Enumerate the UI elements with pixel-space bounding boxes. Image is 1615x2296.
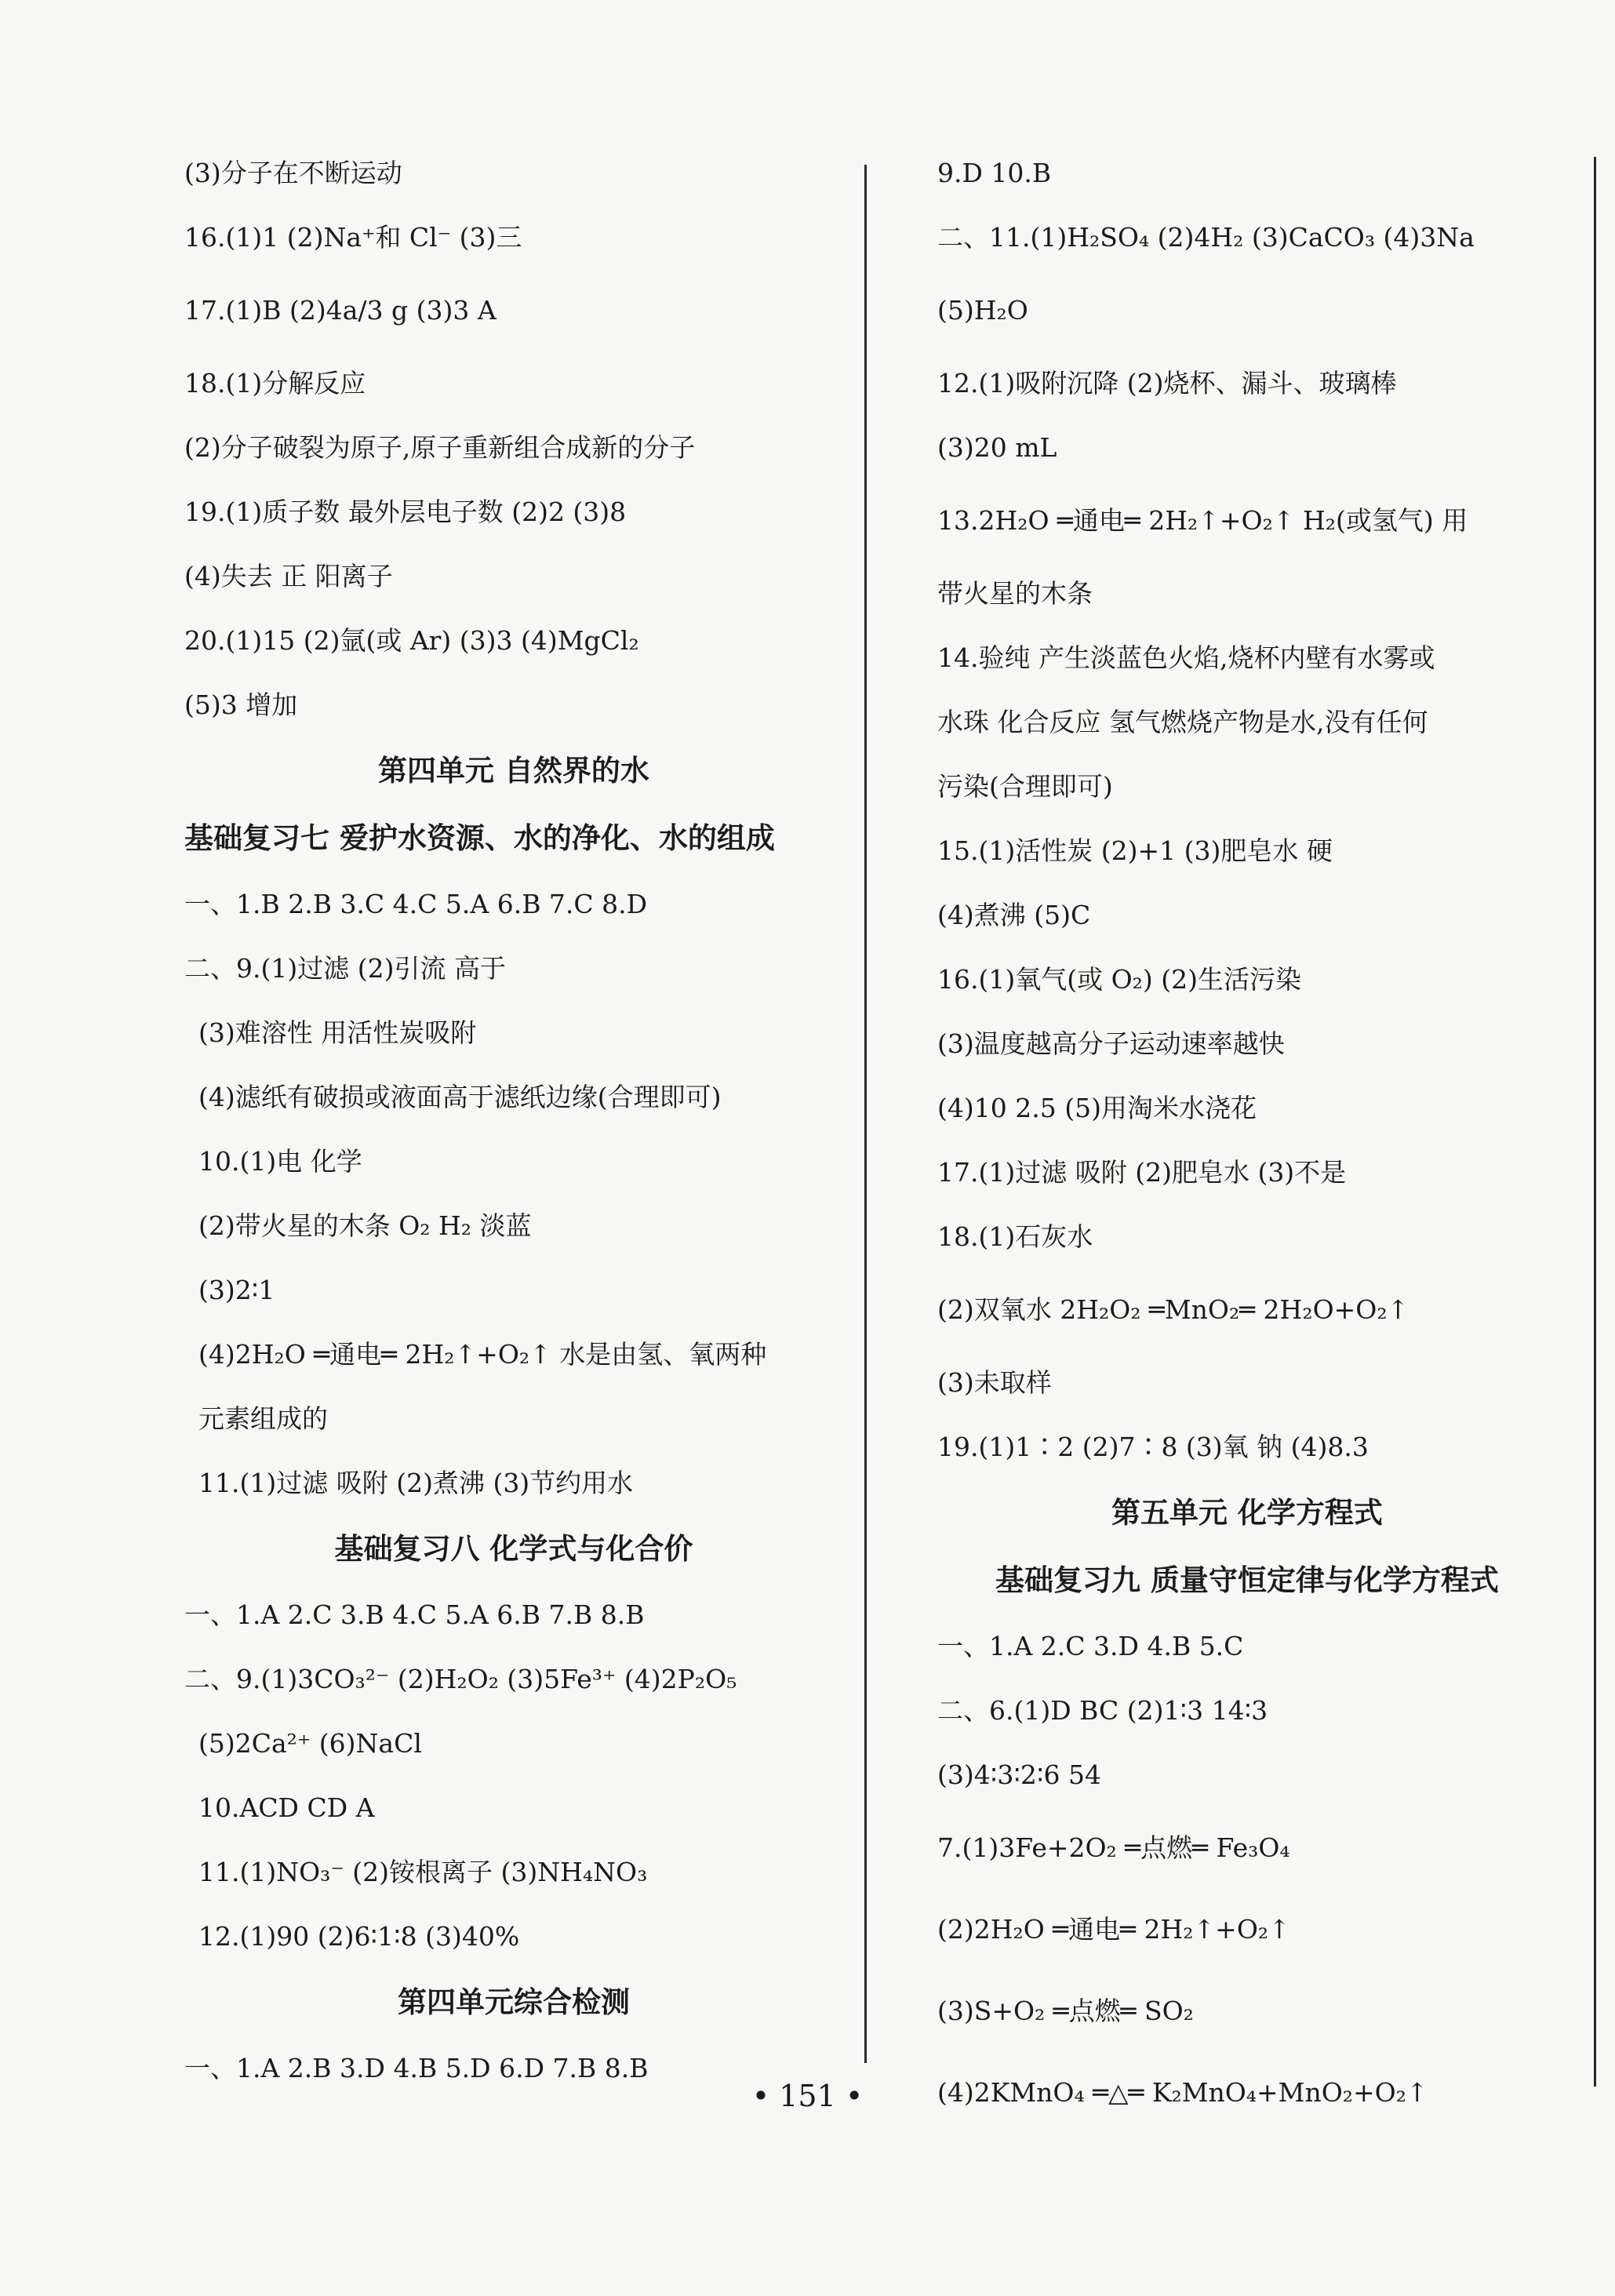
answer-line: (3)S+O₂ ═点燃═ SO₂ [937, 1996, 1194, 2026]
answer-line: 15.(1)活性炭 (2)+1 (3)肥皂水 硬 [937, 835, 1333, 866]
answer-line: (3)未取样 [937, 1367, 1052, 1398]
answer-line: 18.(1)分解反应 [184, 368, 366, 398]
column-divider-middle [864, 165, 867, 2063]
answer-line: 18.(1)石灰水 [937, 1221, 1093, 1252]
page-number: • 151 • [751, 2079, 864, 2113]
answer-line: 11.(1)过滤 吸附 (2)煮沸 (3)节约用水 [198, 1468, 634, 1498]
answer-line: 17.(1)过滤 吸附 (2)肥皂水 (3)不是 [937, 1157, 1347, 1188]
answer-line: 水珠 化合反应 氢气燃烧产物是水,没有任何 [937, 707, 1428, 737]
answer-line: (3)20 mL [937, 432, 1057, 463]
answer-line: (4)2H₂O ═通电═ 2H₂↑+O₂↑ 水是由氢、氧两种 [198, 1339, 767, 1370]
answer-line: (2)带火星的木条 O₂ H₂ 淡蓝 [198, 1210, 532, 1241]
answer-line: (5)H₂O [937, 295, 1028, 326]
answer-line: (4)滤纸有破损或液面高于滤纸边缘(合理即可) [198, 1082, 722, 1112]
answer-line: 10.(1)电 化学 [198, 1146, 362, 1177]
answer-line: 12.(1)90 (2)6∶1∶8 (3)40% [198, 1921, 520, 1952]
answer-line: 带火星的木条 [937, 578, 1093, 609]
answer-line: 二、6.(1)D BC (2)1∶3 14∶3 [937, 1695, 1268, 1726]
answer-line: 13.2H₂O ═通电═ 2H₂↑+O₂↑ H₂(或氢气) 用 [937, 505, 1468, 536]
answer-line: 19.(1)质子数 最外层电子数 (2)2 (3)8 [184, 497, 627, 527]
answer-line: 14.验纯 产生淡蓝色火焰,烧杯内壁有水雾或 [937, 642, 1435, 673]
answer-line: (4)2KMnO₄ ═△═ K₂MnO₄+MnO₂+O₂↑ [937, 2077, 1428, 2108]
answer-line: (4)煮沸 (5)C [937, 900, 1091, 930]
answer-line: (4)失去 正 阳离子 [184, 561, 393, 591]
answer-line: (3)难溶性 用活性炭吸附 [198, 1017, 477, 1048]
section-heading: 第五单元 化学方程式 [1111, 1496, 1383, 1530]
answer-line: (3)分子在不断运动 [184, 158, 402, 188]
answer-line: 20.(1)15 (2)氩(或 Ar) (3)3 (4)MgCl₂ [184, 625, 639, 656]
section-heading: 基础复习九 质量守恒定律与化学方程式 [995, 1563, 1499, 1597]
answer-line: (2)2H₂O ═通电═ 2H₂↑+O₂↑ [937, 1914, 1290, 1945]
answer-line: 二、9.(1)3CO₃²⁻ (2)H₂O₂ (3)5Fe³⁺ (4)2P₂O₅ [184, 1664, 737, 1694]
answer-line: 二、9.(1)过滤 (2)引流 高于 [184, 953, 506, 984]
answer-line: 10.ACD CD A [198, 1792, 375, 1823]
section-heading: 基础复习七 爱护水资源、水的净化、水的组成 [184, 821, 775, 855]
answer-line: 17.(1)B (2)4a/3 g (3)3 A [184, 295, 497, 326]
answer-line: 12.(1)吸附沉降 (2)烧杯、漏斗、玻璃棒 [937, 368, 1397, 398]
answer-line: 一、1.A 2.C 3.D 4.B 5.C [937, 1631, 1244, 1661]
answer-line: 元素组成的 [198, 1403, 328, 1434]
section-heading: 第四单元 自然界的水 [378, 754, 649, 788]
answer-line: (2)分子破裂为原子,原子重新组合成新的分子 [184, 432, 696, 463]
right-column [937, 141, 1557, 2134]
answer-line: (2)双氧水 2H₂O₂ ═MnO₂═ 2H₂O+O₂↑ [937, 1294, 1409, 1325]
section-heading: 第四单元综合检测 [398, 1985, 630, 2019]
answer-line: (5)3 增加 [184, 690, 298, 720]
answer-line: (3)温度越高分子运动速率越快 [937, 1028, 1285, 1059]
answer-line: 污染(合理即可) [937, 771, 1113, 802]
answer-line: (5)2Ca²⁺ (6)NaCl [198, 1728, 422, 1759]
answer-line: 11.(1)NO₃⁻ (2)铵根离子 (3)NH₄NO₃ [198, 1857, 648, 1887]
answer-line: 16.(1)1 (2)Na⁺和 Cl⁻ (3)三 [184, 222, 522, 253]
answer-line: 二、11.(1)H₂SO₄ (2)4H₂ (3)CaCO₃ (4)3Na [937, 222, 1475, 253]
answer-line: (4)10 2.5 (5)用淘米水浇花 [937, 1093, 1257, 1123]
left-column [184, 141, 843, 2101]
answer-line: 9.D 10.B [937, 158, 1052, 188]
answer-line: 19.(1)1∶2 (2)7∶8 (3)氧 钠 (4)8.3 [937, 1432, 1369, 1462]
section-heading: 基础复习八 化学式与化合价 [334, 1532, 693, 1566]
answer-line: (3)2∶1 [198, 1275, 275, 1305]
column-divider-right [1594, 157, 1596, 2087]
answer-line: 7.(1)3Fe+2O₂ ═点燃═ Fe₃O₄ [937, 1832, 1290, 1863]
answer-line: 16.(1)氧气(或 O₂) (2)生活污染 [937, 964, 1301, 995]
answer-line: (3)4∶3∶2∶6 54 [937, 1759, 1101, 1790]
answer-line: 一、1.A 2.C 3.B 4.C 5.A 6.B 7.B 8.B [184, 1599, 645, 1630]
answer-line: 一、1.A 2.B 3.D 4.B 5.D 6.D 7.B 8.B [184, 2053, 649, 2083]
answer-line: 一、1.B 2.B 3.C 4.C 5.A 6.B 7.C 8.D [184, 889, 648, 919]
